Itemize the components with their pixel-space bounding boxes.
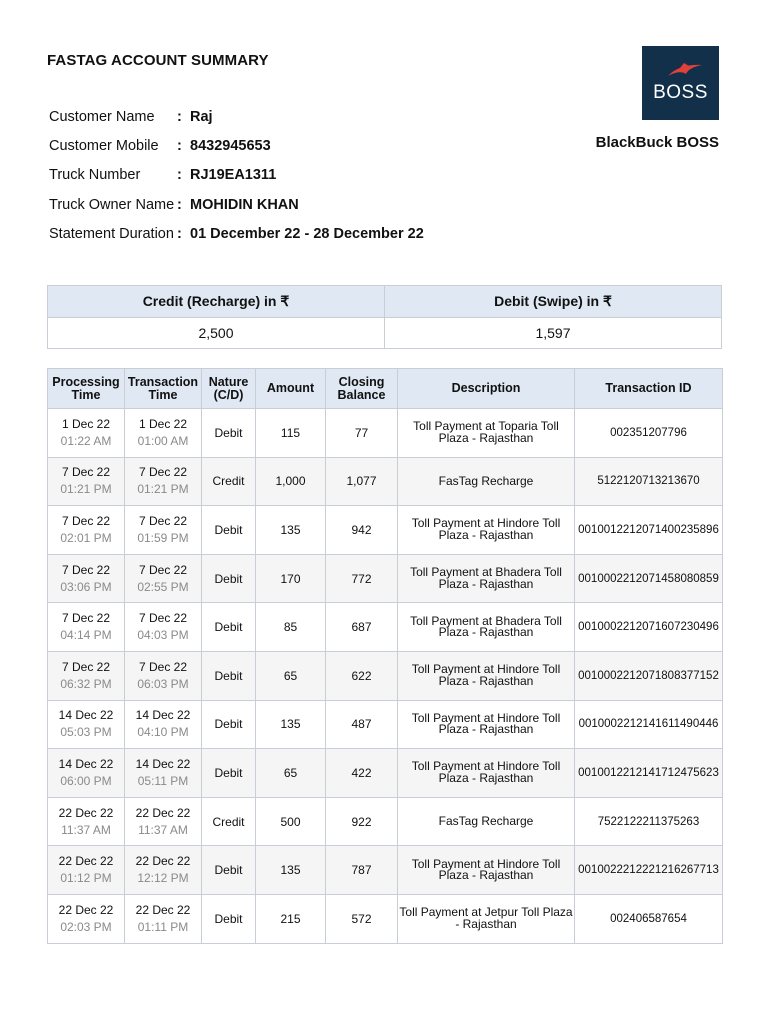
description-cell: Toll Payment at Bhadera Toll Plaza - Rajasthan — [398, 603, 575, 652]
column-header: Transaction ID — [575, 369, 723, 409]
description-cell: Toll Payment at Hindore Toll Plaza - Rajasthan — [398, 846, 575, 895]
processing-time: 05:03 PM — [60, 725, 112, 740]
transactions-table — [47, 368, 723, 944]
processing-time: 02:03 PM — [60, 919, 112, 934]
amount-cell: 65 — [256, 749, 326, 798]
transaction-time: 02:55 PM — [137, 579, 189, 594]
amount-cell: 115 — [256, 409, 326, 458]
transaction-time-cell — [125, 554, 202, 603]
info-value: 01 December 22 - 28 December 22 — [190, 226, 424, 243]
info-colon: : — [177, 138, 182, 155]
description-cell: Toll Payment at Toparia Toll Plaza - Rajasthan — [398, 409, 575, 458]
processing-time-cell — [48, 700, 125, 749]
description-cell: Toll Payment at Bhadera Toll Plaza - Rajasthan — [398, 554, 575, 603]
transaction-id-cell: 0010022212221216267713 — [575, 846, 723, 895]
processing-time: 01:12 PM — [60, 871, 112, 886]
nature-cell: Debit — [202, 651, 256, 700]
processing-time-cell — [48, 603, 125, 652]
transaction-time-cell — [125, 894, 202, 943]
column-header: Nature (C/D) — [202, 369, 256, 409]
debit-value: 1,597 — [385, 318, 722, 349]
processing-time-cell — [48, 846, 125, 895]
processing-time-cell — [48, 506, 125, 555]
info-row-truck-number — [49, 161, 424, 190]
amount-cell: 215 — [256, 894, 326, 943]
transaction-time: 01:11 PM — [137, 919, 189, 934]
column-header: Description — [398, 369, 575, 409]
table-row — [48, 846, 723, 895]
transaction-time: 06:03 PM — [137, 676, 189, 691]
transaction-time: 11:37 AM — [138, 822, 188, 837]
processing-time: 06:32 PM — [60, 676, 112, 691]
description-cell: Toll Payment at Hindore Toll Plaza - Rajasthan — [398, 749, 575, 798]
closing-balance-cell: 422 — [326, 749, 398, 798]
info-colon: : — [177, 226, 182, 243]
processing-time-cell — [48, 749, 125, 798]
transaction-date: 22 Dec 22 — [135, 854, 191, 869]
transaction-time-cell — [125, 846, 202, 895]
description-cell: FasTag Recharge — [398, 797, 575, 846]
table-row — [48, 700, 723, 749]
info-colon: : — [177, 108, 182, 125]
description-cell: FasTag Recharge — [398, 457, 575, 506]
column-header: Amount — [256, 369, 326, 409]
summary-value-row — [48, 318, 722, 349]
table-header-row — [48, 369, 723, 409]
info-row-statement-duration — [49, 220, 424, 249]
info-label: Truck Owner Name — [49, 196, 175, 213]
table-row — [48, 894, 723, 943]
logo-text: BOSS — [653, 82, 708, 103]
info-row-customer-name — [49, 102, 424, 131]
info-label: Statement Duration — [49, 226, 174, 243]
customer-info — [49, 102, 424, 249]
nature-cell: Credit — [202, 797, 256, 846]
nature-cell: Debit — [202, 846, 256, 895]
transaction-time: 01:00 AM — [137, 433, 189, 448]
nature-cell: Debit — [202, 506, 256, 555]
transaction-id-cell: 0010012212141712475623 — [575, 749, 723, 798]
info-colon: : — [177, 196, 182, 213]
transactions-body — [48, 409, 723, 944]
amount-cell: 170 — [256, 554, 326, 603]
table-row — [48, 603, 723, 652]
info-label: Customer Mobile — [49, 138, 159, 155]
info-row-customer-mobile — [49, 131, 424, 160]
amount-cell: 135 — [256, 846, 326, 895]
info-value: RJ19EA1311 — [190, 167, 277, 184]
processing-date: 7 Dec 22 — [61, 562, 111, 577]
closing-balance-cell: 922 — [326, 797, 398, 846]
processing-time-cell — [48, 554, 125, 603]
transaction-time-cell — [125, 506, 202, 555]
nature-cell: Debit — [202, 700, 256, 749]
info-label: Customer Name — [49, 108, 155, 125]
transaction-id-cell: 0010012212071400235896 — [575, 506, 723, 555]
closing-balance-cell: 787 — [326, 846, 398, 895]
transaction-time-cell — [125, 603, 202, 652]
processing-date: 7 Dec 22 — [61, 513, 111, 528]
page-title: FASTAG ACCOUNT SUMMARY — [47, 52, 269, 69]
table-row — [48, 457, 723, 506]
transaction-time-cell — [125, 797, 202, 846]
transaction-date: 22 Dec 22 — [135, 902, 191, 917]
info-value: 8432945653 — [190, 138, 271, 155]
transaction-date: 22 Dec 22 — [135, 805, 191, 820]
description-cell: Toll Payment at Hindore Toll Plaza - Rajasthan — [398, 506, 575, 555]
processing-time-cell — [48, 409, 125, 458]
processing-date: 1 Dec 22 — [61, 416, 111, 431]
transaction-time: 05:11 PM — [137, 773, 189, 788]
closing-balance-cell: 772 — [326, 554, 398, 603]
processing-time-cell — [48, 651, 125, 700]
transaction-id-cell: 0010002212071458080859 — [575, 554, 723, 603]
column-header: Closing Balance — [326, 369, 398, 409]
transaction-time-cell — [125, 749, 202, 798]
transaction-id-cell: 002351207796 — [575, 409, 723, 458]
transaction-date: 1 Dec 22 — [138, 416, 188, 431]
info-label: Truck Number — [49, 167, 141, 184]
transaction-date: 7 Dec 22 — [138, 659, 188, 674]
closing-balance-cell: 77 — [326, 409, 398, 458]
summary-header-row — [48, 286, 722, 318]
transaction-id-cell: 0010002212071808377152 — [575, 651, 723, 700]
transaction-date: 14 Dec 22 — [135, 708, 191, 723]
transaction-time: 01:21 PM — [137, 482, 189, 497]
closing-balance-cell: 1,077 — [326, 457, 398, 506]
info-row-truck-owner — [49, 190, 424, 219]
table-row — [48, 409, 723, 458]
transaction-id-cell: 0010002212071607230496 — [575, 603, 723, 652]
closing-balance-cell: 942 — [326, 506, 398, 555]
processing-time: 01:21 PM — [60, 482, 112, 497]
processing-time-cell — [48, 894, 125, 943]
info-value: Raj — [190, 108, 213, 125]
closing-balance-cell: 487 — [326, 700, 398, 749]
processing-date: 14 Dec 22 — [58, 708, 114, 723]
transaction-time-cell — [125, 409, 202, 458]
nature-cell: Debit — [202, 554, 256, 603]
processing-time: 03:06 PM — [60, 579, 112, 594]
transaction-id-cell: 0010002212141611490446 — [575, 700, 723, 749]
column-header: Processing Time — [48, 369, 125, 409]
transaction-time: 04:10 PM — [137, 725, 189, 740]
amount-cell: 135 — [256, 506, 326, 555]
transaction-date: 7 Dec 22 — [138, 513, 188, 528]
column-header: Transaction Time — [125, 369, 202, 409]
transaction-time-cell — [125, 651, 202, 700]
nature-cell: Debit — [202, 749, 256, 798]
credit-value: 2,500 — [48, 318, 385, 349]
processing-date: 7 Dec 22 — [61, 465, 111, 480]
table-row — [48, 749, 723, 798]
processing-time: 06:00 PM — [60, 773, 112, 788]
transaction-time-cell — [125, 700, 202, 749]
brand-name: BlackBuck BOSS — [595, 134, 719, 151]
nature-cell: Debit — [202, 409, 256, 458]
amount-cell: 85 — [256, 603, 326, 652]
debit-header: Debit (Swipe) in ₹ — [385, 286, 722, 318]
processing-date: 7 Dec 22 — [61, 611, 111, 626]
boss-logo — [642, 46, 719, 120]
info-colon: : — [177, 167, 182, 184]
transaction-time: 01:59 PM — [137, 530, 189, 545]
transaction-time: 12:12 PM — [137, 871, 189, 886]
processing-time: 01:22 AM — [60, 433, 112, 448]
transaction-id-cell: 002406587654 — [575, 894, 723, 943]
processing-time: 11:37 AM — [61, 822, 111, 837]
info-value: MOHIDIN KHAN — [190, 196, 299, 213]
processing-date: 22 Dec 22 — [58, 805, 114, 820]
closing-balance-cell: 572 — [326, 894, 398, 943]
nature-cell: Debit — [202, 894, 256, 943]
description-cell: Toll Payment at Hindore Toll Plaza - Rajasthan — [398, 651, 575, 700]
processing-time-cell — [48, 457, 125, 506]
description-cell: Toll Payment at Hindore Toll Plaza - Rajasthan — [398, 700, 575, 749]
amount-cell: 1,000 — [256, 457, 326, 506]
processing-date: 14 Dec 22 — [58, 756, 114, 771]
credit-header: Credit (Recharge) in ₹ — [48, 286, 385, 318]
processing-time: 04:14 PM — [60, 628, 112, 643]
closing-balance-cell: 687 — [326, 603, 398, 652]
processing-date: 22 Dec 22 — [58, 902, 114, 917]
transaction-time: 04:03 PM — [137, 628, 189, 643]
amount-cell: 500 — [256, 797, 326, 846]
transaction-date: 7 Dec 22 — [138, 562, 188, 577]
table-row — [48, 506, 723, 555]
closing-balance-cell: 622 — [326, 651, 398, 700]
table-row — [48, 554, 723, 603]
table-row — [48, 797, 723, 846]
nature-cell: Debit — [202, 603, 256, 652]
transaction-id-cell: 5122120713213670 — [575, 457, 723, 506]
amount-cell: 65 — [256, 651, 326, 700]
transaction-date: 7 Dec 22 — [138, 465, 188, 480]
processing-date: 22 Dec 22 — [58, 854, 114, 869]
amount-cell: 135 — [256, 700, 326, 749]
transaction-id-cell: 7522122211375263 — [575, 797, 723, 846]
nature-cell: Credit — [202, 457, 256, 506]
transaction-time-cell — [125, 457, 202, 506]
processing-time: 02:01 PM — [60, 530, 112, 545]
summary-table — [47, 285, 722, 349]
transaction-date: 7 Dec 22 — [138, 611, 188, 626]
description-cell: Toll Payment at Jetpur Toll Plaza - Rajasthan — [398, 894, 575, 943]
processing-time-cell — [48, 797, 125, 846]
table-row — [48, 651, 723, 700]
processing-date: 7 Dec 22 — [61, 659, 111, 674]
transaction-date: 14 Dec 22 — [135, 756, 191, 771]
